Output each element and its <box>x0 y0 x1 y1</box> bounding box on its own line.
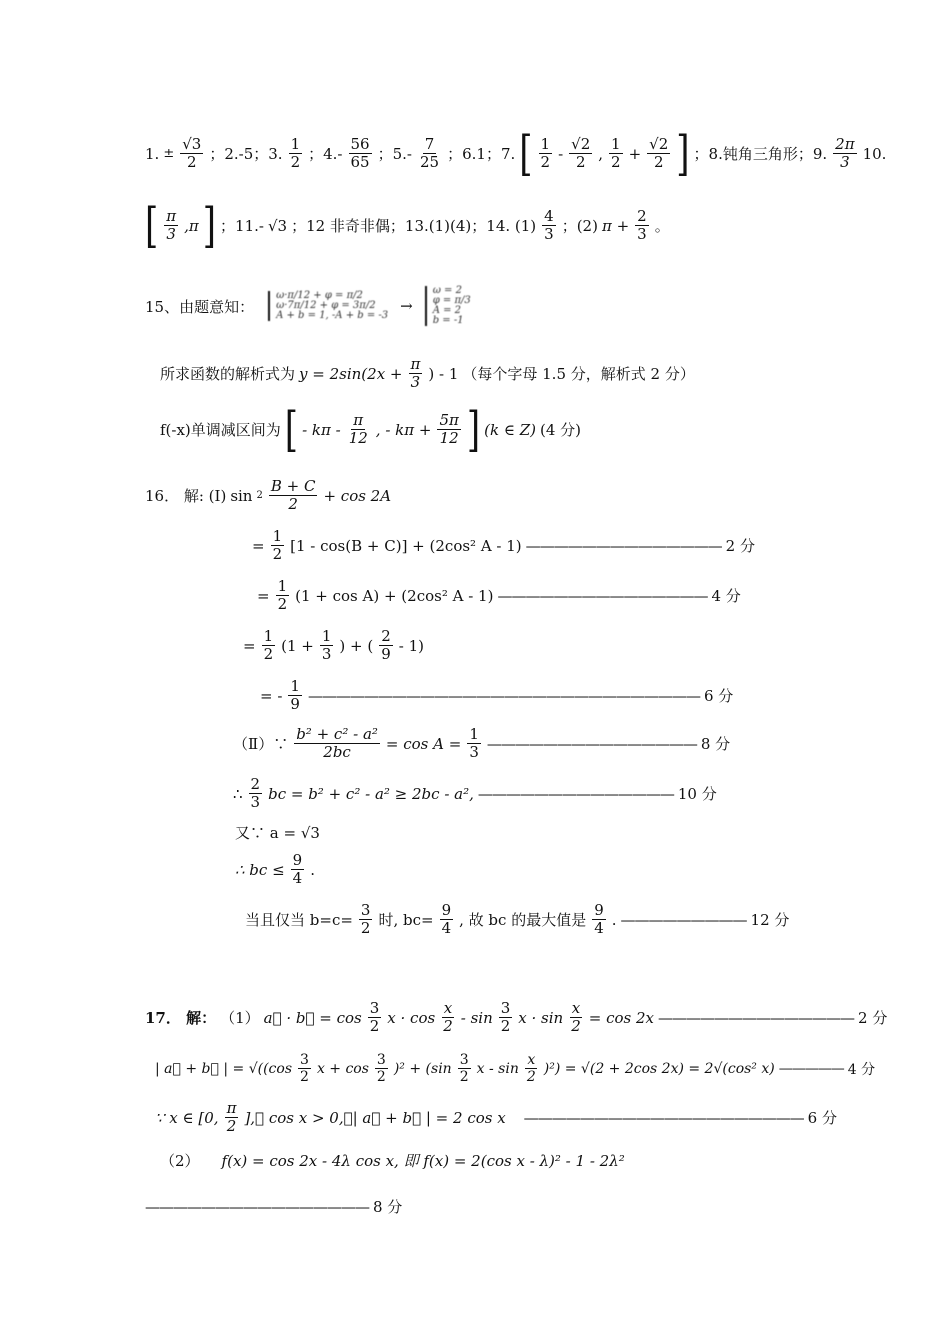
p16-s5-rule: ——————————————— <box>486 734 697 753</box>
p16-s1-body: [1 - cos(B + C)] + (2cos² A - 1) <box>290 536 522 555</box>
p15-label: 15、由题意知： <box>145 297 255 316</box>
p17-step-3: ∵ x ∈ [0, $\frac{\pi}{2}$ ],∴ cos x > 0,∴| a⃗ + b⃗ | = 2 cos x ———————————————————— 6 分 <box>155 1099 837 1136</box>
p15-dec-prefix: f(-x)单调减区间为 <box>160 421 281 440</box>
p16-label: 16． 解: (Ⅰ) <box>145 487 227 506</box>
q12-q14-text: ；12 非奇非偶；13.(1)(4)；14. (1) <box>291 217 537 236</box>
p16-header <box>145 478 391 514</box>
p16-sin: sin <box>230 486 253 505</box>
q9-frac: $\frac{2\pi}{3}$ <box>835 135 855 172</box>
p16-step-7: 又∵ a = √3 <box>235 824 320 842</box>
p16-cos2a: + cos 2A <box>323 486 392 505</box>
p15-dec-b: , - kπ + <box>375 420 432 439</box>
q10-tail: ,π <box>184 216 199 235</box>
q7-bracket-right: ] <box>676 125 690 182</box>
p17-s2-frac-4: $\frac{x}{2}$ <box>526 1052 536 1086</box>
p16-s2-body: (1 + cos A) + (2cos² A - 1) <box>295 586 494 605</box>
p15-dec-bracket-left: [ <box>284 401 299 458</box>
p17-s1-rule: —————————————— <box>658 1008 855 1027</box>
p16-s2-rule: ——————————————— <box>497 586 708 605</box>
p16-step-5: （Ⅱ）∵ $\frac{\text{b² + c² - a²}}{2bc}$ = cos A = $\frac{1}{3}$ ——————————————— 8 分 <box>233 725 731 762</box>
q1-pm: ± <box>163 146 175 162</box>
p16-step-8: ∴ bc ≤ $\frac{9}{4}$ . <box>235 851 315 888</box>
p16-s1-rule: —————————————— <box>525 536 722 555</box>
p15-func: y = 2sin(2x + <box>299 364 403 383</box>
q10-label: 10. <box>862 144 887 163</box>
p16-s9-rule: ————————— <box>620 910 747 929</box>
p15-func-tail: ) - 1 <box>428 364 459 383</box>
q11-value: √3 <box>267 216 288 235</box>
q3-frac: $\frac{1}{2}$ <box>290 135 301 172</box>
p17-s3-rule: ———————————————————— <box>523 1108 804 1127</box>
q14a-frac: $\frac{4}{3}$ <box>544 207 554 244</box>
p16-s3-frac-b: $\frac{1}{3}$ <box>321 627 332 664</box>
p15-dec-k: (k ∈ Z) <box>484 420 536 439</box>
q11-text: ；11.- <box>220 217 264 236</box>
p15-system-right: ω = 2 φ = π/3 A = 2 b = -1 <box>425 286 471 326</box>
q4-text: ；4.- <box>308 145 343 164</box>
q8-text: ；8.钝角三角形；9. <box>693 145 828 164</box>
p16-s5-frac: $\frac{\text{b² + c² - a²}}{2bc}$ <box>296 725 378 762</box>
p16-s1-frac: $\frac{1}{2}$ <box>272 527 283 564</box>
p17-s2-rule: ————— <box>778 1060 844 1077</box>
q1-label: 1. <box>145 144 160 163</box>
p17-step-2: | a⃗ + b⃗ | = √((cos $\frac{3}{2}$ x + cos $\frac{3}{2}$ )² + (sin $\frac{3}{2}$ x - sin $\frac{x}{2}$ )²) = √(2 + 2cos 2x) = 2√(cos² x) ————— 4 分 <box>155 1052 876 1086</box>
p17-s2-frac-2: $\frac{3}{2}$ <box>376 1052 386 1086</box>
q6-text: ；6.1；7. <box>447 145 516 164</box>
p15-function-line <box>160 356 695 392</box>
p16-step-3: = $\frac{1}{2}$ (1 + $\frac{1}{3}$ ) + ( $\frac{2}{9}$ - 1) <box>243 627 424 664</box>
q7-frac-a: $\frac{1}{2}$ <box>540 135 551 172</box>
p15-dec-score: (4 分) <box>539 421 582 440</box>
p16-s6-frac: $\frac{2}{3}$ <box>250 775 261 812</box>
p16-s1-score: 2 分 <box>725 537 755 556</box>
p15-system-line <box>145 286 471 326</box>
p15-system-left: ω·π/12 + φ = π/2 ω·7π/12 + φ = 3π/2 A + b = 1, -A + b = -3 <box>268 291 388 321</box>
p17-s2-frac-1: $\frac{3}{2}$ <box>300 1052 309 1086</box>
p16-step-4: = - $\frac{1}{9}$ ———————————————————————————— 6 分 <box>260 677 734 714</box>
p16-step-9: 当且仅当 b=c= $\frac{3}{2}$ 时, bc= $\frac{9}{4}$ , 故 bc 的最大值是 $\frac{9}{4}$ . ————————— 12 分 <box>245 901 790 938</box>
p17-s1-score: 2 分 <box>858 1009 888 1028</box>
answers-line-1 <box>145 125 887 182</box>
q10-bracket-right: ] <box>202 197 217 254</box>
p17-s1-frac-4: $\frac{x}{2}$ <box>571 999 581 1036</box>
p17-s5-rule: ———————————————— <box>145 1197 369 1216</box>
p16-step-6: ∴ $\frac{2}{3}$ bc = b² + c² - a² ≥ 2bc - a², —————————————— 10 分 <box>233 775 717 812</box>
answers-line-2 <box>145 197 670 254</box>
p15-dec-a: - kπ - <box>302 420 341 439</box>
p16-s3-frac-c: $\frac{2}{9}$ <box>381 627 391 664</box>
q7-frac-c: $\frac{1}{2}$ <box>611 135 621 172</box>
q5-text: ；5.- <box>377 145 412 164</box>
q7-frac-b: $\frac{√2}{2}$ <box>571 135 591 172</box>
p16-s6-rule: —————————————— <box>477 784 674 803</box>
q4-frac: $\frac{56}{65}$ <box>350 135 370 172</box>
p16-s5-score: 8 分 <box>700 735 731 754</box>
p16-s9-frac-3: $\frac{9}{4}$ <box>594 901 604 938</box>
q2-text: ；2.-5；3. <box>209 145 283 164</box>
p17-step-5 <box>145 1196 402 1217</box>
q7-comma: , <box>598 144 604 163</box>
p15-decrease-line <box>160 401 582 458</box>
p17-step-1: 17． 解： （1） a⃗ · b⃗ = cos $\frac{3}{2}$ x · cos $\frac{x}{2}$ - sin $\frac{3}{2}$ x · sin $\frac{x}{2}$ = cos 2x —————————————— 2 分 <box>145 999 888 1036</box>
p16-s9-frac-2: $\frac{9}{4}$ <box>441 901 452 938</box>
q14b-frac: $\frac{2}{3}$ <box>637 207 647 244</box>
q14b-pi: π + <box>601 216 630 235</box>
p17-step-4: （2） f(x) = cos 2x - 4λ cos x, 即 f(x) = 2(cos x - λ)² - 1 - 2λ² <box>160 1152 625 1170</box>
p15-func-prefix: 所求函数的解析式为 <box>160 365 296 384</box>
p16-step-2: = $\frac{1}{2}$ (1 + cos A) + (2cos² A - 1) ——————————————— 4 分 <box>257 577 741 614</box>
p15-func-note: （每个字母 1.5 分，解析式 2 分） <box>462 365 695 384</box>
p16-step-1: = $\frac{1}{2}$ [1 - cos(B + C)] + (2cos² A - 1) —————————————— 2 分 <box>252 527 755 564</box>
p17-s5-score: 8 分 <box>373 1198 403 1216</box>
p15-dec-frac-a: $\frac{\pi}{12}$ <box>348 411 368 448</box>
p16-s6-score: 10 分 <box>677 785 717 804</box>
p16-s3-frac-a: $\frac{1}{2}$ <box>263 627 274 664</box>
q7-minus: - <box>558 144 564 163</box>
p15-dec-frac-b: $\frac{5\pi}{12}$ <box>439 411 459 448</box>
p16-s2-score: 4 分 <box>711 587 741 606</box>
p16-s9-frac-1: $\frac{3}{2}$ <box>360 901 371 938</box>
p16-s8-frac: $\frac{9}{4}$ <box>292 851 303 888</box>
p16-s5-val: $\frac{1}{3}$ <box>469 725 479 762</box>
q10-frac: $\frac{\pi}{3}$ <box>166 207 177 244</box>
p17-s1-frac-2: $\frac{x}{2}$ <box>443 999 453 1036</box>
p17-s3-frac: $\frac{\pi}{2}$ <box>226 1099 237 1136</box>
p17-s3-score: 6 分 <box>807 1109 837 1128</box>
q7-frac-d: $\frac{√2}{2}$ <box>649 135 669 172</box>
q10-bracket-left: [ <box>145 197 159 254</box>
p17-s2-frac-3: $\frac{3}{2}$ <box>459 1052 469 1086</box>
p16-s9-score: 12 分 <box>750 911 790 930</box>
q7-bracket-left: [ <box>519 125 533 182</box>
q7-plus: + <box>628 144 642 163</box>
p16-s4-rule: ———————————————————————————— <box>307 686 700 705</box>
q5-frac: $\frac{7}{25}$ <box>420 135 440 172</box>
p16-s4-score: 6 分 <box>703 687 734 706</box>
p16-s4-frac: $\frac{1}{9}$ <box>290 677 300 714</box>
p16-sq: 2 <box>256 490 263 502</box>
p16-bc-frac: $\frac{B + C}{2}$ <box>270 477 316 514</box>
p15-func-frac: $\frac{\pi}{3}$ <box>410 355 421 392</box>
p17-s2-score: 4 分 <box>847 1061 876 1078</box>
p16-s2-frac: $\frac{1}{2}$ <box>277 577 288 614</box>
q1-frac: $\frac{√3}{2}$ <box>182 135 202 172</box>
p17-label: 17． 解： <box>145 1009 217 1028</box>
p17-s1-frac-1: $\frac{3}{2}$ <box>369 999 380 1036</box>
p17-s1-frac-3: $\frac{3}{2}$ <box>500 999 511 1036</box>
answers-end: 。 <box>654 217 670 236</box>
q14b-label: ；(2) <box>561 217 598 236</box>
p15-arrow: → <box>400 297 413 315</box>
p15-dec-bracket-right: ] <box>466 401 481 458</box>
